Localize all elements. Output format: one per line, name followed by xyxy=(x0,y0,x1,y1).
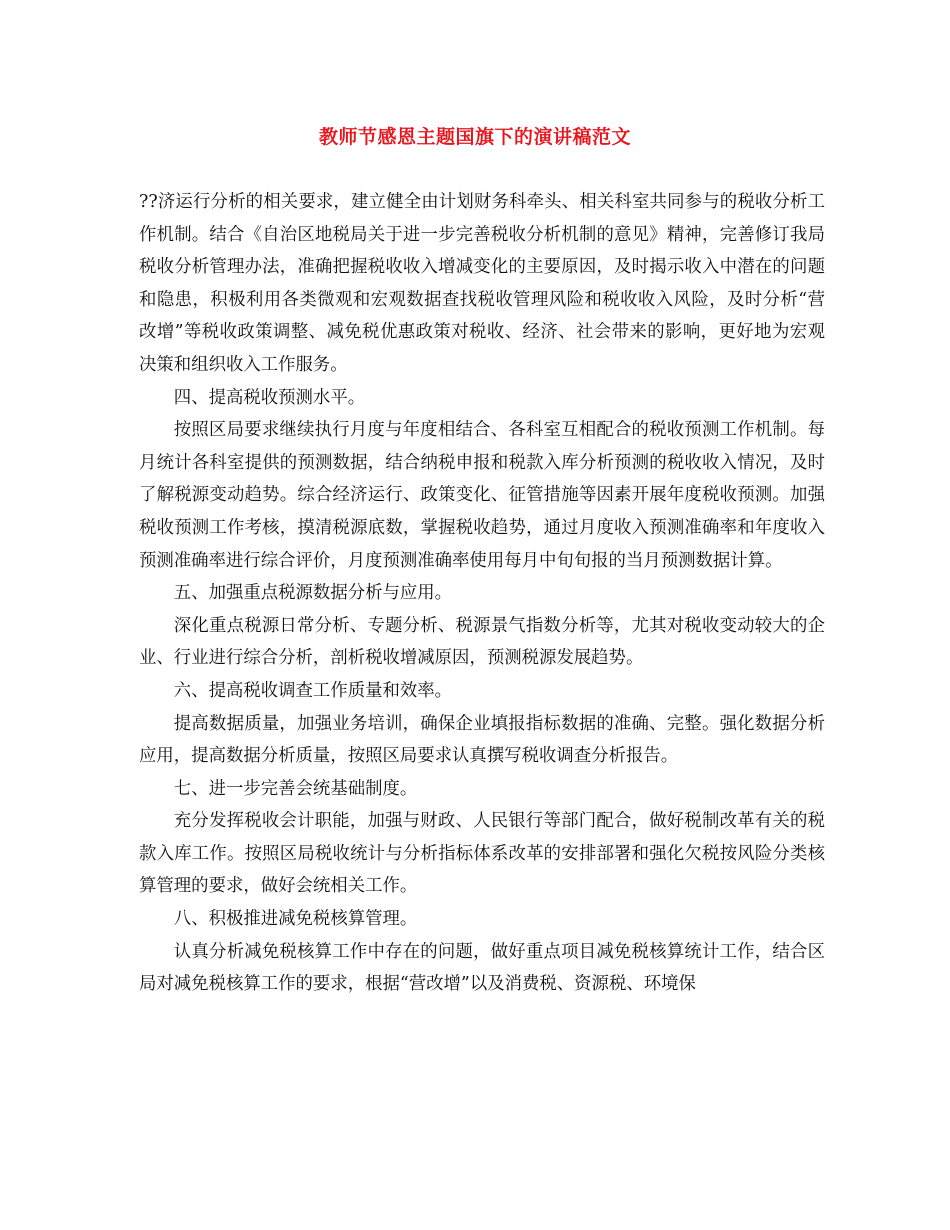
document-title: 教师节感恩主题国旗下的演讲稿范文 xyxy=(318,126,631,148)
paragraph-1: ??济运行分析的相关要求，建立健全由计划财务科牵头、相关科室共同参与的税收分析工作机制。结合《自治区地税局关于进一步完善税收分析机制的意见》精神，完善修订我局税收分析管理办法，准确把握税收收入增减变化的主要原因，及时揭示收入中潜在的问题和隐患，积极利用各类微观和宏观数据查找税收管理风险和税收收入风险，及时分析“营改增”等税收政策调整、减免税优惠政策对税收、经济、社会带来的影响，更好地为宏观决策和组织收入工作服务。 xyxy=(139,192,825,375)
paragraph-4: 提高数据质量，加强业务培训，确保企业填报指标数据的准确、完整。强化数据分析应用，提高数据分析质量，按照区局要求认真撰写税收调查分析报告。 xyxy=(139,713,825,767)
paragraph-3: 深化重点税源日常分析、专题分析、税源景气指数分析等，尤其对税收变动较大的企业、行业进行综合分析，剖析税收增减原因，预测税源发展趋势。 xyxy=(139,615,825,669)
paragraph-6: 认真分析减免税核算工作中存在的问题，做好重点项目减免税核算统计工作，结合区局对减免税核算工作的要求，根据“营改增”以及消费税、资源税、环境保 xyxy=(139,941,825,995)
section-heading-7: 七、进一步完善会统基础制度。 xyxy=(173,778,418,799)
section-heading-6: 六、提高税收调查工作质量和效率。 xyxy=(173,680,453,701)
document-body xyxy=(139,186,825,1001)
paragraph-5: 充分发挥税收会计职能，加强与财政、人民银行等部门配合，做好税制改革有关的税款入库工作。按照区局税收统计与分析指标体系改革的安排部署和强化欠税按风险分类核算管理的要求，做好会统相关工作。 xyxy=(139,811,825,897)
paragraph-2: 按照区局要求继续执行月度与年度相结合、各科室互相配合的税收预测工作机制。每月统计各科室提供的预测数据，结合纳税申报和税款入库分析预测的税收收入情况，及时了解税源变动趋势。综合经济运行、政策变化、征管措施等因素开展年度税收预测。加强税收预测工作考核，摸清税源底数，掌握税收趋势，通过月度收入预测准确率和年度收入预测准确率进行综合评价，月度预测准确率使用每月中旬旬报的当月预测数据计算。 xyxy=(139,420,825,571)
section-heading-4: 四、提高税收预测水平。 xyxy=(173,387,366,408)
section-heading-8: 八、积极推进减免税核算管理。 xyxy=(173,909,418,930)
section-heading-5: 五、加强重点税源数据分析与应用。 xyxy=(173,583,453,604)
